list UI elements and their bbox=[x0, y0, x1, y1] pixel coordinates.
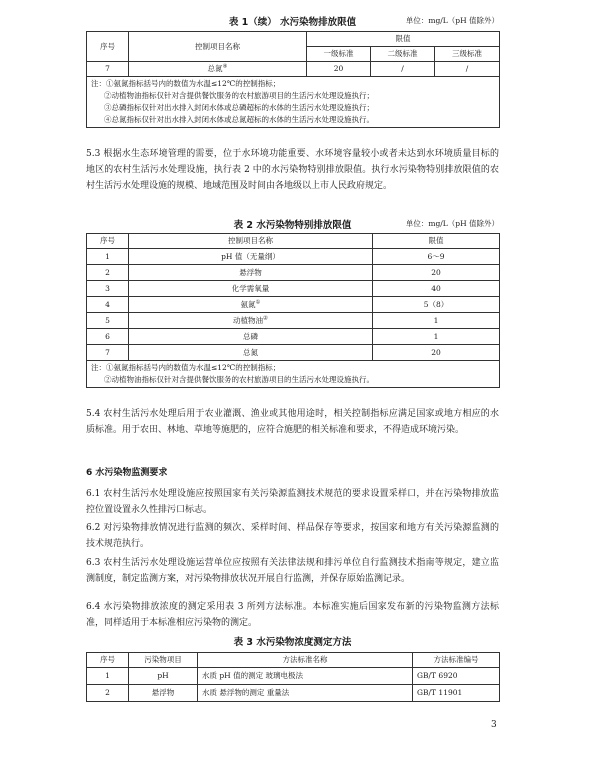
table2-caption bbox=[86, 217, 499, 231]
table1-header-grade2: 二级标准 bbox=[371, 47, 435, 62]
table3-title: 表 3 水污染物浓度测定方法 bbox=[233, 637, 352, 648]
table2-header-item: 控制项目名称 bbox=[129, 234, 373, 249]
table1-header-limit: 限值 bbox=[307, 32, 500, 47]
table-row: 6 总磷 1 bbox=[87, 329, 500, 345]
table2-unit: 单位：mg/L（pH 值除外） bbox=[405, 219, 499, 228]
page-number: 3 bbox=[491, 720, 497, 730]
table-row: 1 pH 水质 pH 值的测定 玻璃电极法 GB/T 6920 bbox=[87, 668, 500, 685]
table1-title: 表 1（续） 水污染物排放限值 bbox=[228, 17, 357, 28]
table1-header-no: 序号 bbox=[87, 32, 129, 62]
table1 bbox=[86, 31, 500, 128]
table2-header-no: 序号 bbox=[87, 234, 129, 249]
table2 bbox=[86, 233, 500, 388]
table1-notes: 注：①氨氮指标括号内的数值为水温≤12℃的控制指标； ②动植物油指标仅针对含提供餐饮服务的农村旅游项目的生活污水处理设施执行； ③总磷指标仅针对出水排入封闭水体或总磷超标的水体的生活污水处理设施执行； ④总氮指标仅针对出水排入封闭水体或总氮超标的水体的生活污水处理设施执行。 bbox=[87, 77, 500, 128]
table2-notes: 注：①氨氮指标括号内的数值为水温≤12℃的控制指标； ②动植物油指标仅针对含提供餐饮服务的农村旅游项目的生活污水处理设施执行。 bbox=[87, 361, 500, 388]
table1-header-grade3: 三级标准 bbox=[435, 47, 500, 62]
table-row: 4 氨氮① 5（8） bbox=[87, 297, 500, 313]
paragraph-5-3: 5.3 根据水生态环境管理的需要，位于水环境功能重要、水环境容量较小或者未达到水环境质量目标的地区的农村生活污水处理设施，执行表 2 中的水污染物特别排放限值。执行水污染物特别排放限值的农村生活污水处理设施的规模、地域范围及时间由各地级以上市人民政府规定。 bbox=[86, 149, 499, 191]
table2-title: 表 2 水污染物特别排放限值 bbox=[233, 220, 352, 231]
table2-header-limit: 限值 bbox=[373, 234, 500, 249]
table3-header-no: 序号 bbox=[87, 653, 129, 668]
paragraph-5-4: 5.4 农村生活污水处理后用于农业灌溉、渔业或其他用途时，相关控制指标应满足国家或地方相应的水质标准。用于农田、林地、草地等施肥的，应符合施肥的相关标准和要求，不得造成环境污染。 bbox=[86, 409, 499, 435]
table-row: 1 pH 值（无量纲） 6～9 bbox=[87, 249, 500, 265]
table1-unit: 单位：mg/L（pH 值除外） bbox=[405, 16, 499, 25]
table1-caption bbox=[86, 14, 499, 28]
paragraph-6-3: 6.3 农村生活污水处理设施运营单位应按照有关法律法规和排污单位自行监测技术指南等规定，建立监测制度，制定监测方案，对污染物排放状况开展自行监测，并保存原始监测记录。 bbox=[86, 558, 499, 584]
section-6-heading: 6 水污染物监测要求 bbox=[86, 468, 168, 478]
table-row: 7 总氮 20 bbox=[87, 345, 500, 361]
table3-header-code: 方法标准编号 bbox=[413, 653, 500, 668]
table-row: 5 动植物油② 1 bbox=[87, 313, 500, 329]
table1-header-item: 控制项目名称 bbox=[129, 32, 307, 62]
table-row: 2 悬浮物 20 bbox=[87, 265, 500, 281]
table-row: 3 化学需氧量 40 bbox=[87, 281, 500, 297]
table3-header-item: 污染物项目 bbox=[129, 653, 198, 668]
paragraph-6-1: 6.1 农村生活污水处理设施应按照国家有关污染源监测技术规范的要求设置采样口，并在污染物排放监控位置设置永久性排污口标志。 bbox=[86, 489, 499, 515]
table3-caption bbox=[86, 634, 499, 648]
table3-header-method: 方法标准名称 bbox=[198, 653, 413, 668]
table-row: 7 总氮④ 20 / / bbox=[87, 62, 500, 77]
table1-header-grade1: 一级标准 bbox=[307, 47, 371, 62]
table-row: 2 悬浮物 水质 悬浮物的测定 重量法 GB/T 11901 bbox=[87, 685, 500, 702]
table3 bbox=[86, 652, 500, 702]
paragraph-6-4: 6.4 水污染物排放浓度的测定采用表 3 所列方法标准。本标准实施后国家发布新的污染物监测方法标准，同样适用于本标准相应污染物的测定。 bbox=[86, 602, 499, 628]
paragraph-6-2: 6.2 对污染物排放情况进行监测的频次、采样时间、样品保存等要求，按国家和地方有关污染源监测的技术规范执行。 bbox=[86, 523, 499, 549]
